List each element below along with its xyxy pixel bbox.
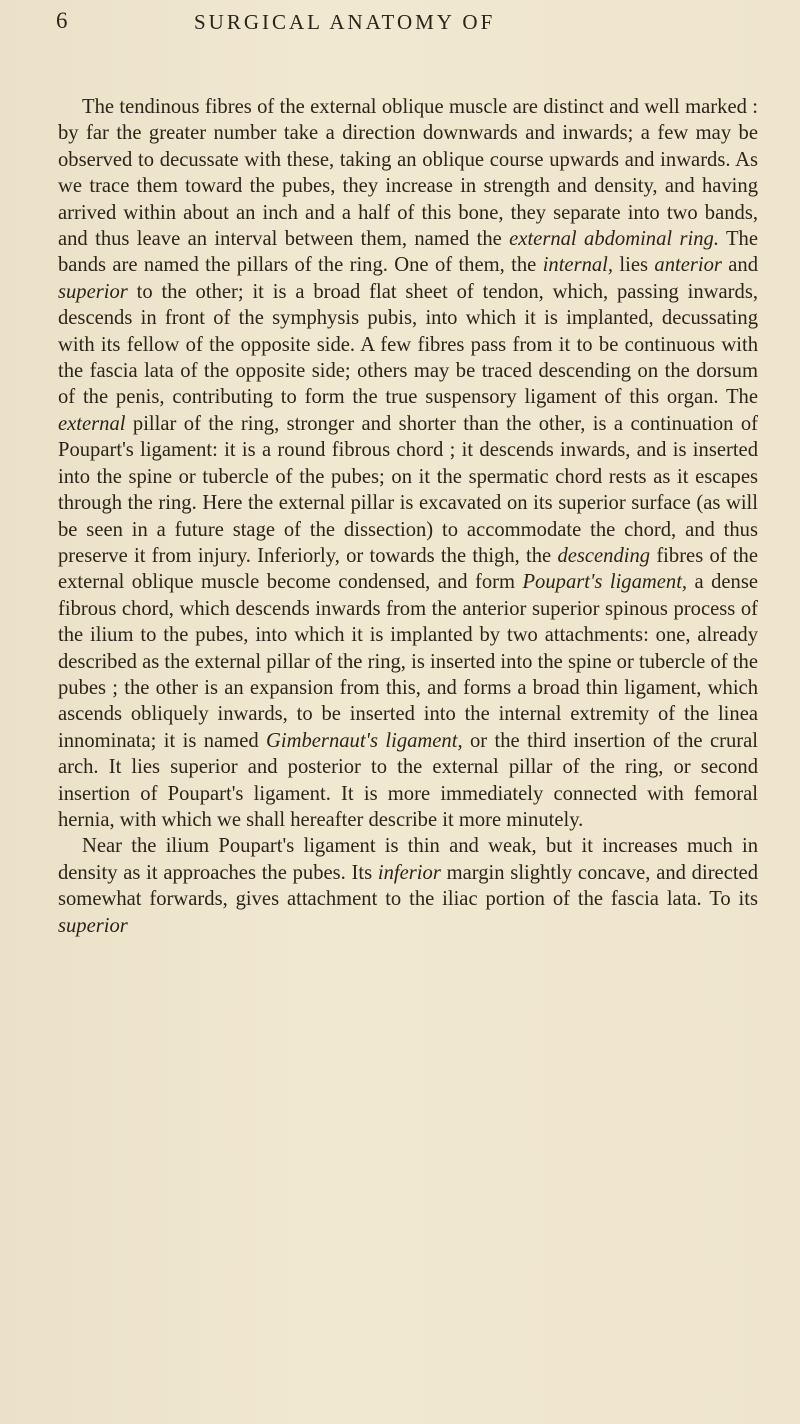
italic-term: internal, — [542, 254, 614, 277]
text-run: and — [721, 254, 759, 277]
running-head: SURGICAL ANATOMY OF — [194, 10, 496, 34]
page-header — [56, 8, 756, 48]
italic-term: Gimbernaut's ligament, — [266, 729, 463, 752]
text-run: to the other; it is a broad flat sheet of tendon, which, passing inwards, descends in front of the symphysis pubis, into which it is implanted, decussating with its fellow of the opposite side. A few fibres pass from it to be continuous with the fascia lata of the opposite side; others may be traced descending on the dorsum of the penis, contributing to form the true suspensory ligament of this organ. The — [58, 280, 758, 409]
text-run: The tendinous fibres of the external oblique muscle are distinct and well marked : by far the greater number take a direction downwards and inwards; a few may be observed to decussate with these, taking an oblique course upwards and inwards. As we trace them toward the pubes, they increase in strength and density, and having arrived within about an inch and a half of this bone, they separate into two bands, and thus leave an interval between them, named the — [58, 96, 758, 251]
text-run: margin slightly concave, and directed somewhat forwards, gives attachment to the iliac portion of the fascia lata. To its — [58, 861, 758, 911]
italic-term: external abdominal ring. — [509, 228, 719, 251]
body-text — [58, 94, 758, 939]
italic-term: anterior — [654, 254, 722, 277]
text-run: lies — [613, 254, 655, 277]
italic-term: Poupart's ligament, — [522, 571, 688, 594]
text-run: The bands are named the pillars of the ring. One of them, the — [58, 228, 758, 277]
italic-term: inferior — [377, 861, 441, 884]
text-run: or the third insertion of the crural arch. It lies superior and posterior to the external pillar of the ring, or second insertion of Poupart's ligament. It is more immediately connected with femoral hernia, with which we shall hereafter describe it more minutely. — [58, 729, 758, 831]
paragraph — [58, 833, 758, 939]
paragraph — [58, 94, 758, 833]
italic-term: superior — [58, 914, 128, 937]
text-run: a dense fibrous chord, which descends inwards from the anterior superior spinous process of the ilium to the pubes, into which it is implanted by two attachments: one, already described as the external pillar of the ring, is inserted into the spine or tubercle of the pubes ; the other is an expansion from this, and forms a broad thin ligament, which ascends obliquely inwards, to be inserted into the internal extremity of the linea innominata; it is named — [58, 571, 758, 752]
page-number: 6 — [56, 8, 69, 33]
text-run: pillar of the ring, stronger and shorter than the other, is a continuation of Poupart's ligament: it is a round fibrous chord ; it descends inwards, and is inserted into the spine or tubercle of the pubes; on it the spermatic chord rests as it escapes through the ring. Here the external pillar is excavated on its superior surface (as will be seen in a future stage of the dissection) to accommodate the chord, and thus preserve it from injury. Inferiorly, or towards the thigh, the — [58, 412, 758, 567]
italic-term: descending — [557, 544, 651, 567]
italic-term: superior — [58, 280, 128, 303]
italic-term: external — [58, 412, 126, 435]
text-run: Near the ilium Poupart's ligament is thin and weak, but it increases much in density as it approaches the pubes. Its — [58, 835, 758, 884]
text-run: fibres of the external oblique muscle become condensed, and form — [58, 544, 758, 594]
